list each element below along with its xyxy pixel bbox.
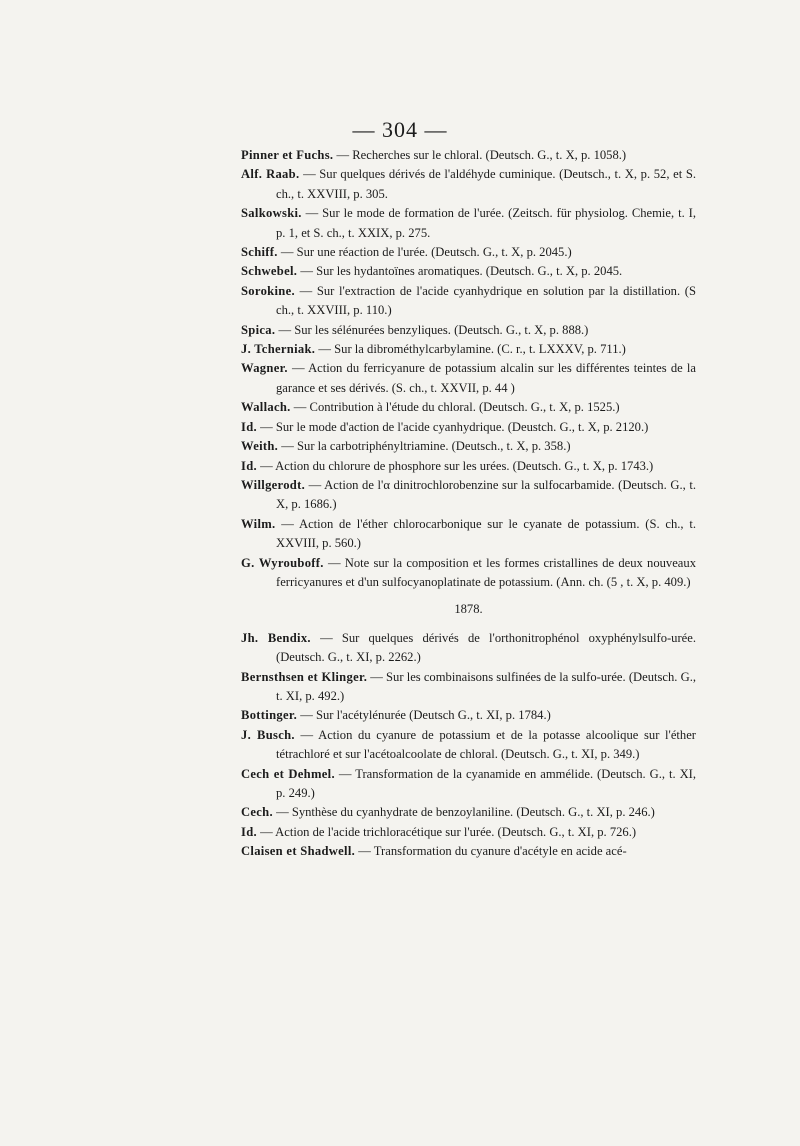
bibliography-entry — [241, 398, 696, 417]
entry-text: — Sur les sélénurées benzyliques. (Deutsch. G., t. X, p. 888.) — [278, 322, 589, 337]
entry-author: Id. — [241, 419, 257, 434]
bibliography-entry — [241, 340, 696, 359]
entry-text: — Contribution à l'étude du chloral. (Deutsch. G., t. X, p. 1525.) — [293, 400, 620, 415]
entry-text: — Sur quelques dérivés de l'orthonitrophénol oxyphénylsulfo-urée. (Deutsch. G., t. XI, p. 2262.) — [276, 630, 697, 665]
entry-author: J. Tcherniak. — [241, 342, 316, 357]
entry-author: Schiff. — [241, 245, 278, 260]
bibliography-entry — [241, 842, 696, 861]
entry-author: Alf. Raab. — [241, 167, 300, 182]
entry-author: Weith. — [241, 439, 279, 454]
year-heading: 1878. — [454, 602, 483, 617]
bibliography-list — [241, 146, 696, 862]
bibliography-entry — [241, 706, 696, 725]
entry-author: Sorokine. — [241, 283, 295, 298]
entry-author: Spica. — [241, 322, 276, 337]
entry-text: — Action de l'α dinitrochlorobenzine sur la sulfocarbamide. (Deutsch. G., t. X, p. 1686.) — [276, 477, 696, 512]
bibliography-entry — [241, 765, 696, 804]
entry-author: Cech. — [241, 805, 273, 820]
entry-author: Claisen et Shadwell. — [241, 844, 356, 859]
entry-author: Id. — [241, 458, 257, 473]
entry-text: — Note sur la composition et les formes cristallines de deux nouveaux ferricyanures et d'un sulfocyanoplatinate de potassium. (Ann. ch. (5 , t. X, p. 409.) — [276, 555, 696, 589]
entry-text: — Sur une réaction de l'urée. (Deutsch. G., t. X, p. 2045.) — [280, 245, 572, 260]
entry-author: Wallach. — [241, 400, 291, 415]
bibliography-entry — [241, 418, 696, 437]
entry-text: — Sur les hydantoïnes aromatiques. (Deutsch. G., t. X, p. 2045. — [300, 264, 623, 279]
bibliography-entry — [241, 726, 696, 765]
entry-text: — Action du cyanure de potassium et de la potasse alcoolique sur l'éther tétrachloré et sur l'acétoalcoolate de chloral. (Deutsch. G., t. XI, p. 349.) — [276, 727, 696, 762]
entry-text: — Action du chlorure de phosphore sur les urées. (Deutsch. G., t. X, p. 1743.) — [260, 458, 654, 473]
bibliography-entry — [241, 204, 696, 243]
entry-author: Id. — [241, 824, 257, 839]
page-number: — 304 — — [352, 117, 448, 142]
bibliography-entry — [241, 803, 696, 822]
bibliography-entry — [241, 668, 696, 707]
entry-author: Pinner et Fuchs. — [241, 148, 334, 162]
entry-author: Salkowski. — [241, 206, 302, 221]
bibliography-section-1877 — [241, 146, 696, 592]
entry-author: Wagner. — [241, 361, 288, 376]
entry-text: — Recherches sur le chloral. (Deutsch. G., t. X, p. 1058.) — [336, 148, 627, 162]
entry-text: — Action de l'acide trichloracétique sur l'urée. (Deutsch. G., t. XI, p. 726.) — [260, 824, 637, 839]
bibliography-entry — [241, 165, 696, 204]
entry-author: J. Busch. — [241, 727, 295, 742]
bibliography-entry — [241, 146, 696, 165]
entry-author: Cech et Dehmel. — [241, 766, 335, 781]
bibliography-entry — [241, 823, 696, 842]
entry-author: Willgerodt. — [241, 477, 306, 492]
entry-text: — Sur la dibrométhylcarbylamine. (C. r., t. LXXXV, p. 711.) — [318, 342, 626, 357]
bibliography-section-1878 — [241, 629, 696, 862]
entry-author: Jh. Bendix. — [241, 630, 311, 645]
bibliography-entry — [241, 554, 696, 593]
entry-author: Schwebel. — [241, 264, 298, 279]
entry-author: Bernsthsen et Klinger. — [241, 669, 368, 684]
entry-text: — Action de l'éther chlorocarbonique sur le cyanate de potassium. (S. ch., t. XXVIII, p. 560.) — [276, 516, 696, 551]
bibliography-entry — [241, 321, 696, 340]
bibliography-entry — [241, 437, 696, 456]
entry-author: Bottinger. — [241, 708, 298, 723]
bibliography-entry — [241, 282, 696, 321]
entry-text: — Transformation du cyanure d'acétyle en acide acé- — [358, 844, 627, 859]
bibliography-entry — [241, 476, 696, 515]
bibliography-entry — [241, 629, 696, 668]
entry-author: G. Wyrouboff. — [241, 555, 324, 570]
bibliography-entry — [241, 515, 696, 554]
entry-text: — Transformation de la cyanamide en ammélide. (Deutsch. G., t. XI, p. 249.) — [276, 766, 697, 800]
bibliography-entry — [241, 457, 696, 476]
entry-text: — Sur les combinaisons sulfinées de la sulfo-urée. (Deutsch. G., t. XI, p. 492.) — [276, 669, 696, 703]
entry-author: Wilm. — [241, 516, 276, 531]
entry-text: — Sur la carbotriphényltriamine. (Deutsch., t. X, p. 358.) — [281, 439, 571, 454]
bibliography-entry — [241, 359, 696, 398]
entry-text: — Sur quelques dérivés de l'aldéhyde cuminique. (Deutsch., t. X, p. 52, et S. ch., t. XXVIII, p. 305. — [276, 167, 696, 201]
entry-text: — Sur le mode d'action de l'acide cyanhydrique. (Deustch. G., t. X, p. 2120.) — [260, 419, 649, 434]
entry-text: — Synthèse du cyanhydrate de benzoylaniline. (Deutsch. G., t. XI, p. 246.) — [276, 805, 655, 820]
bibliography-entry — [241, 243, 696, 262]
entry-text: — Sur le mode de formation de l'urée. (Zeitsch. für physiolog. Chemie, t. I, p. 1, et S. ch., t. XXIX, p. 275. — [276, 206, 696, 240]
entry-text: — Action du ferricyanure de potassium alcalin sur les différentes teintes de la garance et ses dérivés. (S. ch., t. XXVII, p. 44 ) — [276, 361, 696, 395]
entry-text: — Sur l'acétylénurée (Deutsch G., t. XI, p. 1784.) — [300, 708, 551, 723]
entry-text: — Sur l'extraction de l'acide cyanhydrique en solution par la distillation. (S ch., t. XXVIII, p. 110.) — [276, 283, 696, 318]
bibliography-entry — [241, 262, 696, 281]
